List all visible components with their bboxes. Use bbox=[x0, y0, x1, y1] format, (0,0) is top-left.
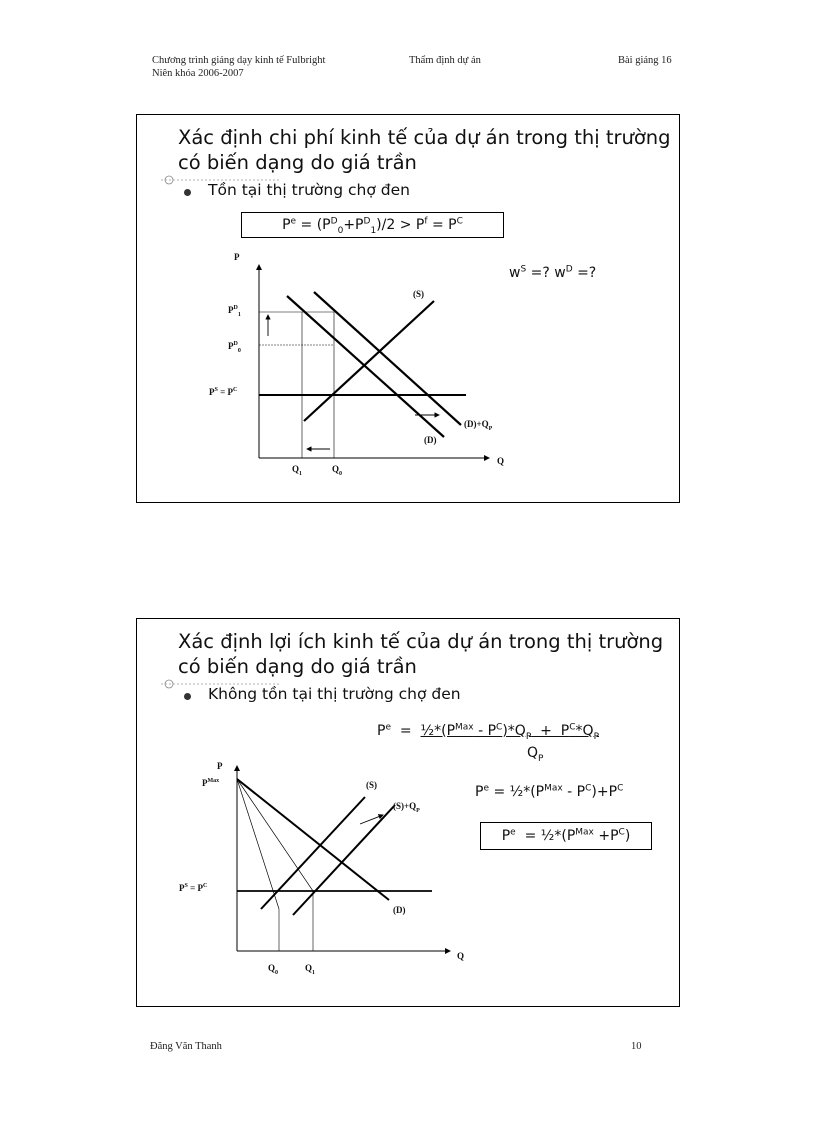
slide-2-formula-3-box: $P^e$ = $\frac{1}{2}*(P^{Max} +P^C)$ bbox=[480, 822, 652, 850]
slide-2-formula-1-denominator: $Q_P$ bbox=[527, 745, 544, 764]
slide-2-bullet: Không tồn tại thị trường chợ đen bbox=[208, 685, 461, 703]
slide-2-formula-2: $P^e$ = $\frac{1}{2}*(P^{Max} - P^C)+P^C$ bbox=[475, 783, 624, 800]
slide-2 bbox=[136, 618, 680, 1007]
q1-label: $Q_1$ bbox=[292, 464, 303, 477]
supply-label: (S) bbox=[366, 780, 377, 790]
q0-label: $Q_0$ bbox=[332, 464, 343, 477]
ps-pc-label: $P^S = P^C$ bbox=[179, 883, 208, 893]
header-course: Chương trình giảng dạy kinh tế Fulbright bbox=[152, 55, 326, 66]
slide-2-formula-1: $P^e$ = $\frac{1}{2}*(P^{Max} - P^C)*Q_P + P^C*Q_P$ bbox=[377, 722, 599, 742]
slide-1 bbox=[136, 114, 680, 503]
footer-page-number: 10 bbox=[631, 1041, 642, 1052]
q-axis-label: Q bbox=[457, 951, 465, 961]
supply-label: (S) bbox=[413, 289, 424, 299]
ray-to-q1 bbox=[237, 779, 313, 891]
header-year: Niên khóa 2006-2007 bbox=[152, 68, 244, 79]
slide-1-title-line1: Xác định chi phí kinh tế của dự án trong thị trường bbox=[178, 126, 671, 149]
supply-shift-label: $(S)+Q_P$ bbox=[393, 801, 420, 814]
footer-author: Đăng Văn Thanh bbox=[150, 1041, 222, 1052]
demand-label: (D) bbox=[424, 435, 437, 445]
demand-shift-curve bbox=[314, 292, 461, 425]
slide-2-title-line1: Xác định lợi ích kinh tế của dự án trong thị trường bbox=[178, 630, 664, 653]
ray-to-q0 bbox=[237, 779, 279, 909]
slide-1-title-line2: có biến dạng do giá trần bbox=[178, 151, 417, 174]
demand-curve bbox=[237, 779, 389, 900]
demand-shift-label: $(D)+Q_P$ bbox=[464, 419, 493, 432]
p-axis-label: P bbox=[217, 761, 223, 771]
q-axis-label: Q bbox=[497, 456, 505, 466]
slide-2-title-line2: có biến dạng do giá trần bbox=[178, 655, 417, 678]
slide-2-chart bbox=[137, 619, 681, 1008]
q0-label: $Q_0$ bbox=[268, 963, 279, 976]
pmax-label: $P^{Max}$ bbox=[202, 778, 220, 788]
demand-label: (D) bbox=[393, 905, 406, 915]
header-subject: Thẩm định dự án bbox=[409, 55, 481, 66]
supply-shift-curve bbox=[293, 805, 395, 915]
slide-1-formula-box: $P^e = (P^D_0+P^D_1)/2 > P^f = P^C$ bbox=[241, 212, 504, 238]
header-lecture: Bài giảng 16 bbox=[618, 55, 672, 66]
p-axis-label: P bbox=[234, 252, 240, 262]
pd1-label: $P^D_1$ bbox=[228, 305, 241, 318]
ps-pc-label: $P^S = P^C$ bbox=[209, 387, 238, 397]
supply-curve bbox=[304, 301, 434, 421]
slide-1-chart bbox=[137, 115, 681, 504]
pd0-label: $P^D_0$ bbox=[228, 341, 241, 354]
slide-1-bullet: Tồn tại thị trường chợ đen bbox=[208, 181, 410, 199]
q1-label: $Q_1$ bbox=[305, 963, 316, 976]
slide-1-weights: $w^S$ =? $w^D$ =? bbox=[509, 264, 597, 281]
